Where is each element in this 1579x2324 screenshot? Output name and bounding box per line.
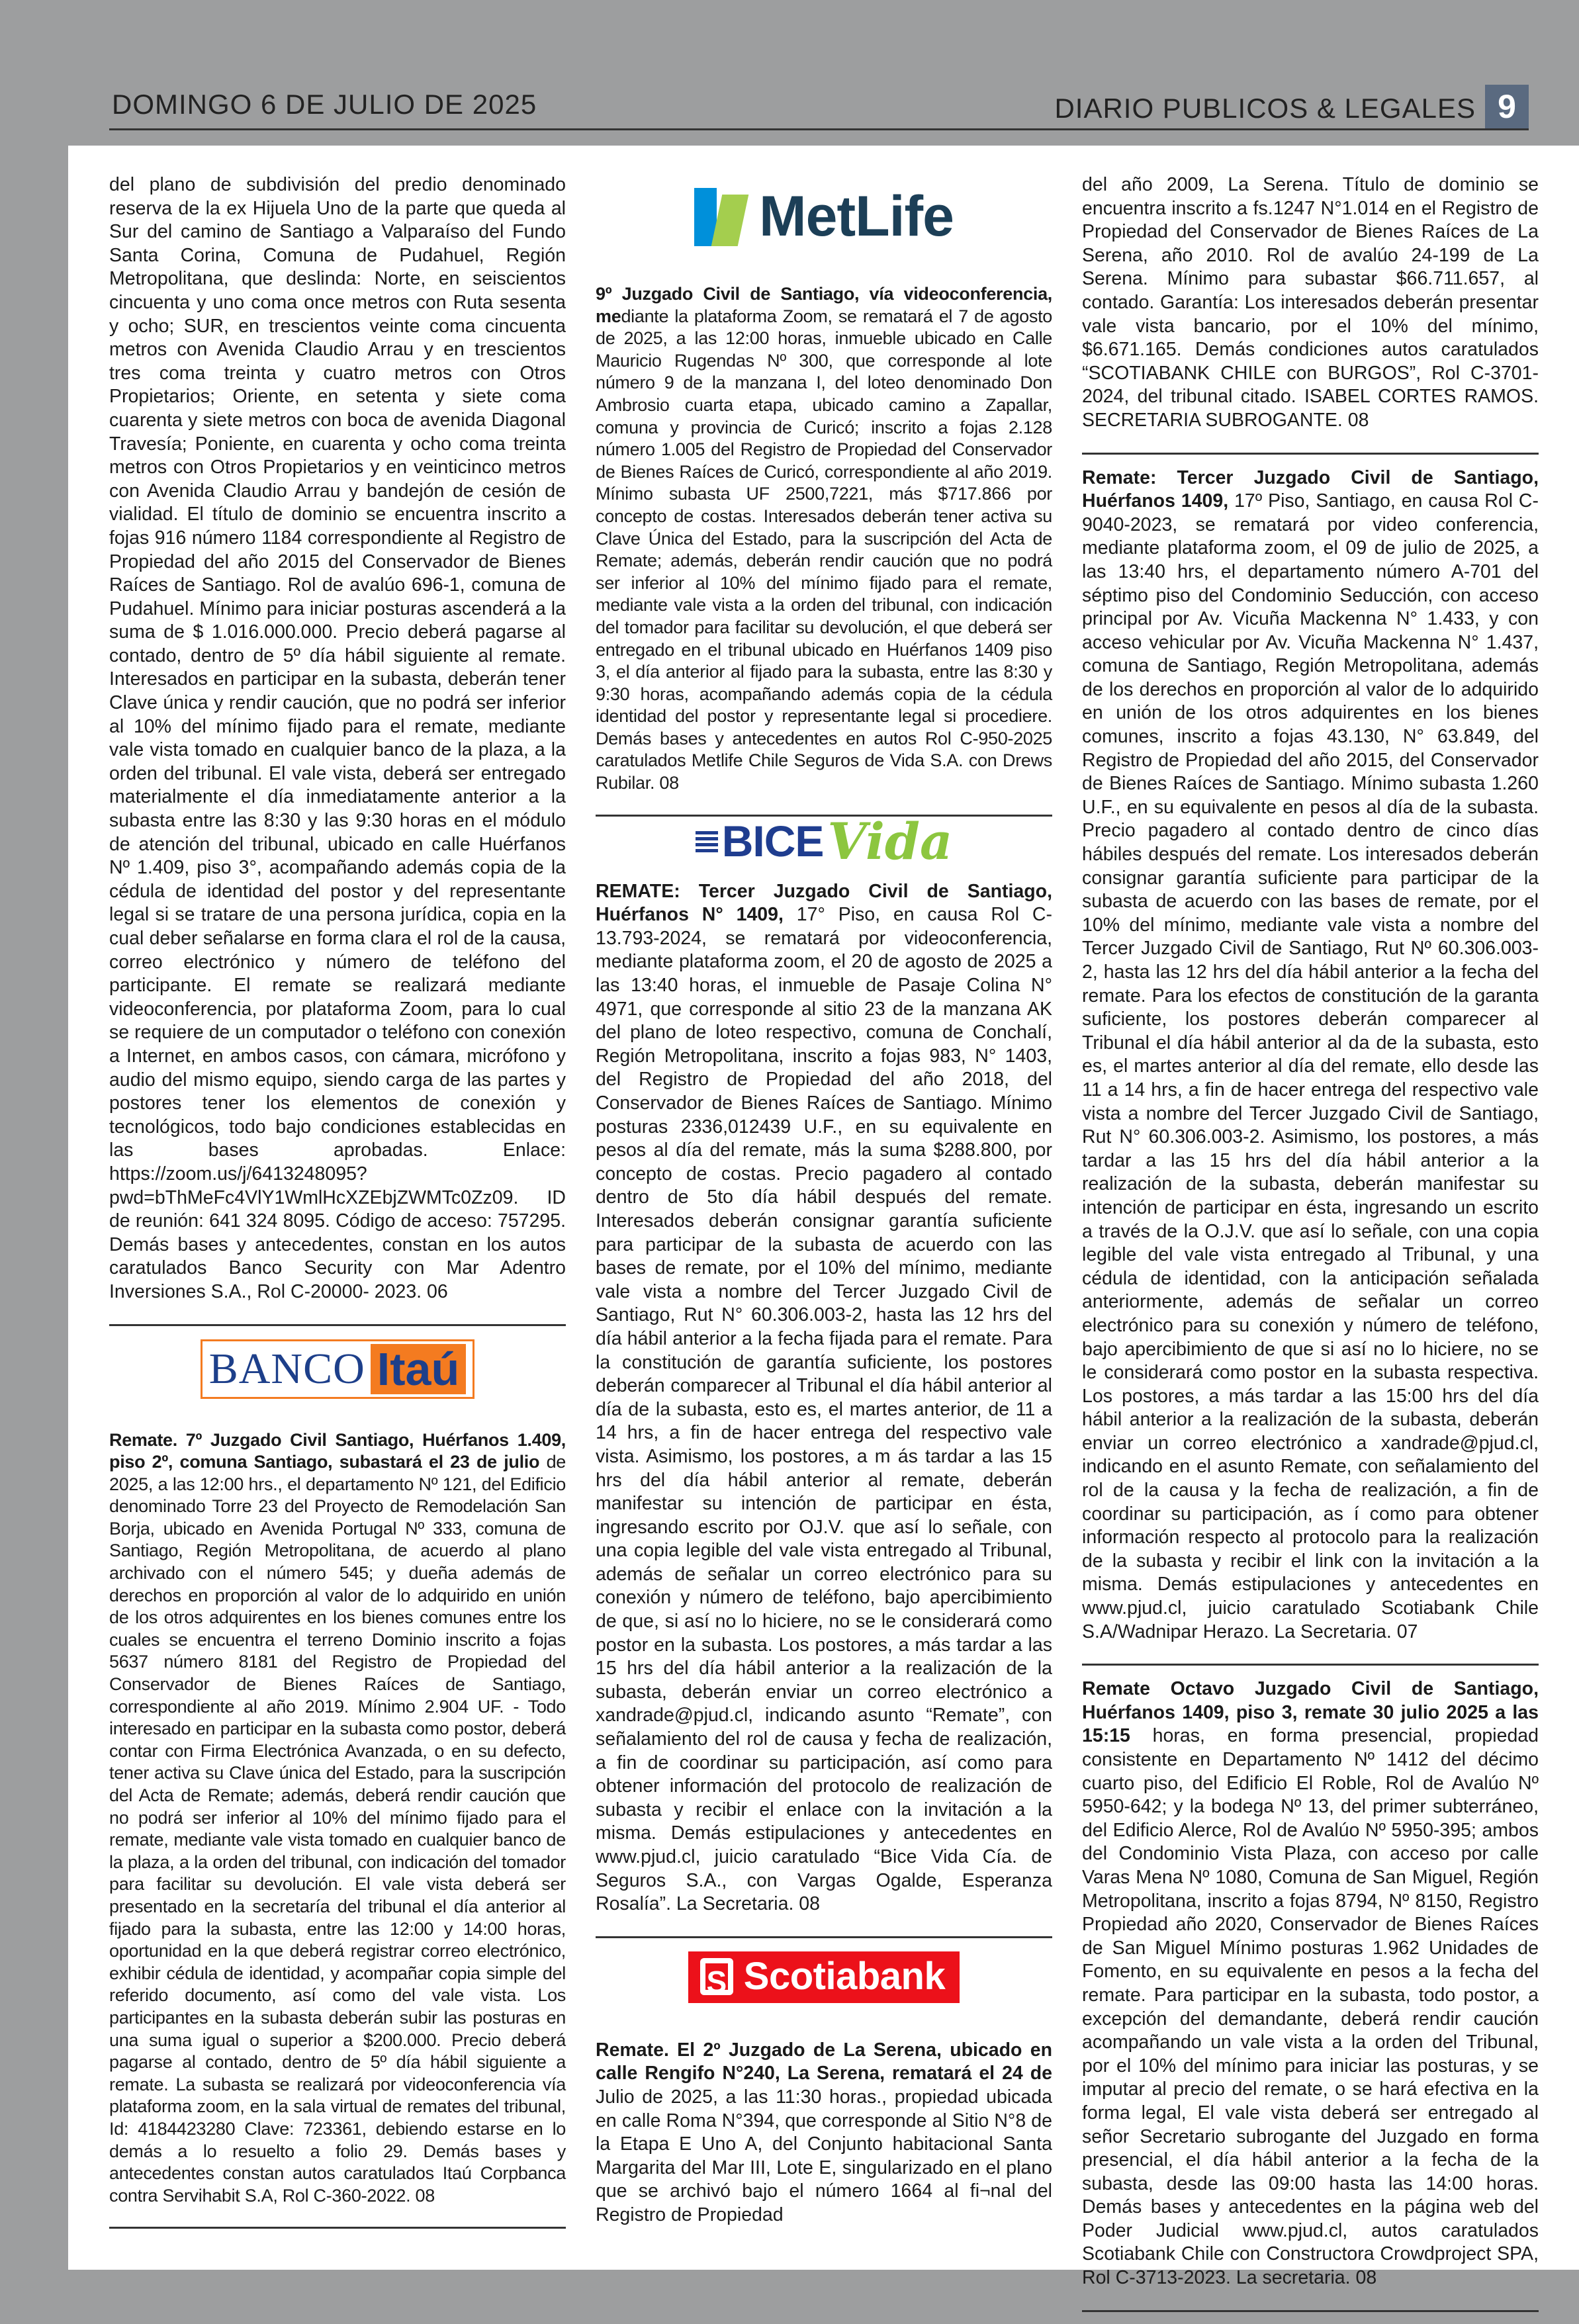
notice-metlife-lead: 9º Juzgado Civil de Santiago, vía videoconferencia, me [596,284,1052,326]
notice-itau-body: de 2025, a las 12:00 hrs., el departamento Nº 121, del Edificio denominado Torre 23 del Proyecto de Remodelación San Borja, ubicado en Avenida Portugal Nº 333, comuna de Santiago, Región Metropolitana, de acuerdo al plano archivado con el número 545; y dueña además de derechos en proporción al valor de lo adquirido en unión de los otros adquirentes en los bienes comunes entre los cuales se encuentra el terreno Dominio inscrito a fojas 5637 número 8181 del Registro de Propiedad del Conservador de Bienes Raíces de Santiago, correspondiente al año 2019. Mínimo 2.904 UF. - Todo interesado en participar en la subasta como postor, deberá contar con Firma Electrónica Avanzada, o en su defecto, tener activa su Clave única del Estado, para la suscripción del Acta de Remate; además, deberá rendir caución que no podrá ser inferior al 10% del mínimo fijado para el remate, mediante vale vista tomado en cualquier banco de la plaza, a la orden del tribunal, con indicación del tomador para facilitar su devolución. El vale vista deberá ser presentado en la secretaría del tribunal el día anterior al fijado para la subasta, entre las 12:00 y 14:00 horas, oportunidad en la que deberá registrar correo electrónico, exhibir cédula de identidad, y acompañar copia simple del referido documento, así como del vale vista. Los participantes en la subasta deberán subir las posturas en una suma igual o superior a $200.000. Precio deberá pagarse al contado, dentro de 5º día hábil siguiente a remate. La subasta se realizará por videoconferencia vía plataforma zoom, en la sala virtual de remates del tribunal, Id: 4184423280 Clave: 723361, debiendo estarse en lo demás a lo resuelto a folio 29. Demás bases y antecedentes constan autos caratulados Itaú Corpbanca contra Servihabit S.A, Rol C-360-2022. 08 [109,1452,566,2206]
notice-itau [109,1429,566,2217]
notice-security-continuation: del plano de subdivisión del predio denominado reserva de la ex Hijuela Uno de la parte que queda al Sur del camino de Santiago a Valparaíso del Fundo Santa Corina, Comuna de Pudahuel, Región Metropolitana, que deslinda: Norte, en seiscientos cincuenta y uno coma once metros con Ruta sesenta y ocho; SUR, en trescientos veinte coma cincuenta metros con Avenida Claudio Arrau y en trescientos tres coma treinta y cuatro metros con Otros Propietarios; Oriente, en setenta y siete coma cuarenta y siete metros con boca de avenida Diagonal Travesía; Poniente, en cuarenta y ocho coma treinta metros con Otros Propietarios y en veinticinco metros con Avenida Claudio Arrau y bandejón de cesión de vialidad. El título de dominio se encuentra inscrito a fojas 916 número 1184 correspondiente al Registro de Propiedad del año 2015 del Conservador de Bienes Raíces de Santiago. Rol de avalúo 696-1, comuna de Pudahuel. Mínimo para iniciar posturas ascenderá a la suma de $ 1.016.000.000. Precio deberá pagarse al contado, dentro de 5º día hábil siguiente al remate. Interesados en participar en la subasta, deberán tener Clave única y rendir caución, que no podrá ser inferior al 10% del mínimo fijado para el remate, mediante vale vista tomado en cualquier banco de la plaza, a la orden del tribunal. El vale vista, deberá ser entregado materialmente el día inmediatamente anterior a la subasta entre las 8:30 y las 9:30 horas en el módulo de atención del tribunal, ubicado en calle Huérfanos Nº 1.409, piso 3°, acompañando además copia de la cédula de identidad del postor y del representante legal si se tratare de una persona jurídica, copia en la cual deber señalarse en forma clara el rol de la causa, correo electrónico y número de teléfono del participante. El remate se realizará mediante videoconferencia, por plataforma Zoom, para lo cual se requiere de un computador o teléfono con conexión a Internet, en ambos casos, con cámara, micrófono y audio del mismo equipo, siendo carga de las partes y postores tener los elementos de conexión y tecnológicos, todo bajo condiciones establecidas en las bases aprobadas. Enlace: https://zoom.us/j/6413248095?pwd=bThMeFc4VlY1WmlHcXZEbjZWMTc0Zz09. ID de reunión: 641 324 8095. Código de acceso: 757295. Demás bases y antecedentes, constan en los autos caratulados Banco Security con Mar Adentro Inversiones S.A., Rol C-20000- 2023. 06 [109,174,566,1302]
column-2 [596,173,1052,2237]
logo-metlife-text: MetLife [759,185,954,249]
metlife-logo [596,177,1052,257]
logo-itau-text: Itaú [371,1344,466,1394]
publication-title: DIARIO PUBLICOS & LEGALES [1054,93,1476,124]
notice-bice-lead: REMATE: Tercer Juzgado Civil de Santiago, Huérfanos N° 1409, [596,880,1052,926]
issue-date: DOMINGO 6 DE JULIO DE 2025 [112,89,537,120]
notice-metlife [596,283,1052,804]
itau-logo [109,1339,566,1399]
logo-banco-text: BANCO [208,1344,365,1393]
scotiabank-logo [596,1951,1052,2003]
notice-bice [596,880,1052,1926]
column-1 [109,173,566,2241]
notice-itau-lead: Remate. 7º Juzgado Civil Santiago, Huérfanos 1.409, piso 2º, comuna Santiago, subastará el 23 de julio [109,1429,566,1472]
logo-bice-text: BICE [721,816,824,866]
bice-lines-icon [696,828,718,855]
notice-metlife-body: diante la plataforma Zoom, se rematará el 7 de agosto de 2025, a las 12:00 horas, inmueble ubicado en Calle Mauricio Rugendas Nº 300, que corresponde al lote número 9 de la manzana I, del loteo denominado Don Ambrosio cuarta etapa, ubicado camino a Zapallar, comuna y provincia de Curicó; inscrito a fojas 2.128 número 1.005 del Registro de Propiedad del Conservador de Bienes Raíces de Curicó, correspondiente al año 2019. Mínimo subasta UF 2500,7221, más $717.866 por concepto de costas. Interesados deberán tener activa su Clave Única del Estado, para la suscripción del Acta de Remate; además, deberán rendir caución que no podrá ser inferior al 10% del mínimo fijado para el remate, mediante vale vista a la orden del tribunal, con indicación del tomador para facilitar su devolución, el que deberá ser entregado en el tribunal ubicado en Huérfanos 1409 piso 3, el día anterior al fijado para la subasta, entre las 8:30 y 9:30 horas, acompañando además copia de la cédula identidad del postor y representante legal si procediere. Demás bases y antecedentes en autos Rol C-950-2025 caratulados Metlife Chile Seguros de Vida S.A. con Drews Rubilar. 08 [596,306,1052,793]
column-3 [1082,173,1539,2324]
notice-octavo-lead: Remate Octavo Juzgado Civil de Santiago, Huérfanos 1409, piso 3, remate 30 julio 2025 a las 15:15 [1082,1678,1539,1747]
logo-vida-text: Vida [827,811,953,871]
notice-tercer-juzgado [1082,467,1539,1654]
divider [1082,1664,1539,1666]
divider [596,1936,1052,1938]
notice-octavo-juzgado [1082,1677,1539,2299]
notice-scotiabank-la-serena [596,2039,1052,2237]
divider [1082,2310,1539,2312]
divider [109,1324,566,1326]
notice-bice-body: 17° Piso, en causa Rol C-13.793-2024, se rematará por videoconferencia, mediante plataforma zoom, el 20 de agosto de 2025 a las 13:40 horas, el inmueble de Pasaje Colina N° 4971, que corresponde al sitio 23 de la manzana AK del plano de loteo respectivo, comuna de Conchalí, Región Metropolitana, inscrito a fojas 983, N° 1403, del Registro de Propiedad del año 2018, del Conservador de Bienes Raíces de Santiago. Mínimo posturas 2336,012439 U.F., en su equivalente en pesos al día del remate, más la suma $288.800, por concepto de costas. Precio pagadero al contado dentro de 5to día hábil después del remate. Interesados deberán consignar garantía suficiente para participar de la subasta de acuerdo con las bases de remate, por el 10% del mínimo, mediante vale vista a nombre del Tercer Juzgado Civil de Santiago, Rut N° 60.306.003-2, hasta las 12 hrs del día hábil anterior a la fecha fijada para el remate. Para la constitución de garantía suficiente, los postores deberán comparecer al Tribunal el día hábil anterior al día de la subasta, esto es, el martes anterior, de 11 a 14 hrs, a fin de hacer entrega del respectivo vale vista. Asimismo, los postores, a m ás tardar a las 15 hrs del día hábil anterior al remate, deberán manifestar su intención de participar en ésta, ingresando escrito por OJ.V. que así lo señale, con una copia legible del vale vista entregado al Tribunal, además de señalar un correo electrónico para su conexión y número de teléfono, bajo apercibimiento de que, si así no lo hiciere, no se le considerará como postor en la subasta. Los postores, a más tardar a las 15 hrs del día hábil anterior a la realización de la subasta, deberán enviar un correo electrónico a xandrade@pjud.cl, indicando asunto “Remate”, con señalamiento del rol de causa y fecha de realización, a fin de coordinar su participación, así como para obtener información del protocolo de realización de subasta y recibir el enlace con la invitación a la misma. Demás estipulaciones y antecedentes en www.pjud.cl, juicio caratulado “Bice Vida Cía. de Seguros S.A., con Vargas Ogalde, Esperanza Rosalía”. La Secretaria. 08 [596,904,1052,1915]
metlife-mark-icon [694,188,747,246]
page-number: 9 [1485,85,1529,128]
notice-scotia-lead: Remate. El 2º Juzgado de La Serena, ubicado en calle Rengifo N°240, La Serena, rematará el 24 de [596,2039,1052,2084]
bice-vida-logo [596,811,1052,871]
notice-tercer-body: 17º Piso, Santiago, en causa Rol C-9040-2023, se rematará por video conferencia, mediante plataforma zoom, el 09 de julio de 2025, a las 13:40 hrs, el departamento número A-701 del séptimo piso del Condominio Seducción, con acceso principal por Av. Vicuña Mackenna N° 1.433, y con acceso vehicular por Av. Vicuña Mackenna N° 1.437, comuna de Santiago, Región Metropolitana, además de los derechos en proporción al valor de lo adquirido en unión de los otros adquirentes en los bienes comunes, inscrito a fojas 43.130, N° 63.849, del Registro de Propiedad del año 2015, del Conservador de Bienes Raíces de Santiago. Mínimo subasta 1.260 U.F., en su equivalente en pesos al día de la subasta. Precio pagadero al contado dentro de cinco días hábiles después del remate. Los interesados deberán consignar garantía suficiente para participar de la subasta de acuerdo con las bases de remate, por el 10% del mínimo, mediante vale vista a nombre del Tercer Juzgado Civil de Santiago, Rut Nº 60.306.003-2, hasta las 12 hrs del día hábil anterior a la fecha del remate. Para los efectos de constitución de la garanta suficiente, los postores deberán comparecer al Tribunal el día hábil anterior al da de la subasta, esto es, el martes anterior al día del remate, ello desde las 11 a 14 hrs, a fin de hacer entrega del respectivo vale vista a nombre del Tercer Juzgado Civil de Santiago, Rut N° 60.306.003-2. Asimismo, los postores, a más tardar a las 15 hrs del día hábil anterior a la realización de la subasta, deberán manifestar su intención de participar en ésta, ingresando un escrito a través de la O.J.V. que así lo señale, con una copia legible del vale vista entregado al Tribunal, y una cédula de identidad, con la anticipación señalada anteriormente, además de señalar un correo electrónico para su conexión y número de teléfono, bajo apercibimiento de que si así no lo hiciere, no se le considerará como postor en la subasta respectiva. Los postores, a más tardar a las 15:00 hrs del día hábil anterior a la realización de la subasta, deberán enviar un correo electrónico a xandrade@pjud.cl, indicando en el asunto Remate, con señalamiento del rol de la causa y la fecha de realización, a fin de coordinar su participación, as í como para obtener información respecto al protocolo para la realización de la subasta y recibir el link con la invitación a la misma. Demás estipulaciones y antecedentes en www.pjud.cl, juicio caratulado Scotiabank Chile S.A/Wadnipar Herazo. La Secretaria. 07 [1082,490,1539,1642]
logo-scotiabank-text: Scotiabank [743,1954,946,1998]
notice-octavo-body: horas, en forma presencial, propiedad consistente en Departamento Nº 1412 del décimo cuarto piso, del Edificio El Roble, Rol de Avalúo Nº 5950-642; y la bodega Nº 13, del primer subterráneo, del Edificio Alerce, Rol de Avalúo Nº 5950-395; ambos del Condominio Vista Plaza, con acceso por calle Varas Mena Nº 1080, Comuna de San Miguel, Región Metropolitana, inscrito a fojas 8794, Nº 8150, Registro Propiedad año 2020, Conservador de Bienes Raíces de San Miguel Mínimo posturas 1.962 Unidades de Fomento, en su equivalente en pesos a la fecha del remate. Para participar en la subasta, todo postor, a excepción del demandante, deberá rendir caución acompañando un vale vista a la orden del Tribunal, por el 10% del mínimo para iniciar las posturas, y se imputar al precio del remate, o se hará efectiva en la forma legal, El vale vista deberá ser entregado al señor Secretario subrogante del Juzgado en forma presencial, el día hábil anterior a la fecha de la subasta, desde las 09:00 hasta las 14:00 horas. Demás bases y antecedentes en la página web del Poder Judicial www.pjud.cl, autos caratulados Scotiabank Chile con Constructora Crowdproject SPA, Rol C-3713-2023. La secretaria. 08 [1082,1725,1539,2289]
scotiabank-s-icon: S [700,1958,733,1995]
notice-scotiabank-continuation: del año 2009, La Serena. Título de dominio se encuentra inscrito a fs.1247 N°1.014 en el Registro de Propiedad del Conservador de Bienes Raíces de La Serena, año 2010. Rol de avalúo 24-199 de La Serena. Mínimo para subastar $66.711.657, al contado. Garantía: Los interesados deberán presentar vale vista bancario, por el 10% del mínimo, $6.671.165. Demás condiciones autos caratulados “SCOTIABANK CHILE con BURGOS”, Rol C-3701-2024, del tribunal citado. ISABEL CORTES RAMOS. SECRETARIA SUBROGANTE. 08 [1082,174,1539,431]
notice-tercer-lead: Remate: Tercer Juzgado Civil de Santiago, Huérfanos 1409, [1082,467,1539,512]
divider [109,2227,566,2229]
divider [1082,453,1539,455]
page-header [109,85,1529,130]
notice-scotia-body: Julio de 2025, a las 11:30 horas., propiedad ubicada en calle Roma N°394, que corresponde al Sitio N°8 de la Etapa E Uno A, del Conjunto habitacional Santa Margarita del Mar III, Lote E, singularizado en el plano que se archivó bajo el número 1664 al fi¬nal del Registro de Propiedad [596,2086,1052,2225]
divider [596,815,1052,817]
